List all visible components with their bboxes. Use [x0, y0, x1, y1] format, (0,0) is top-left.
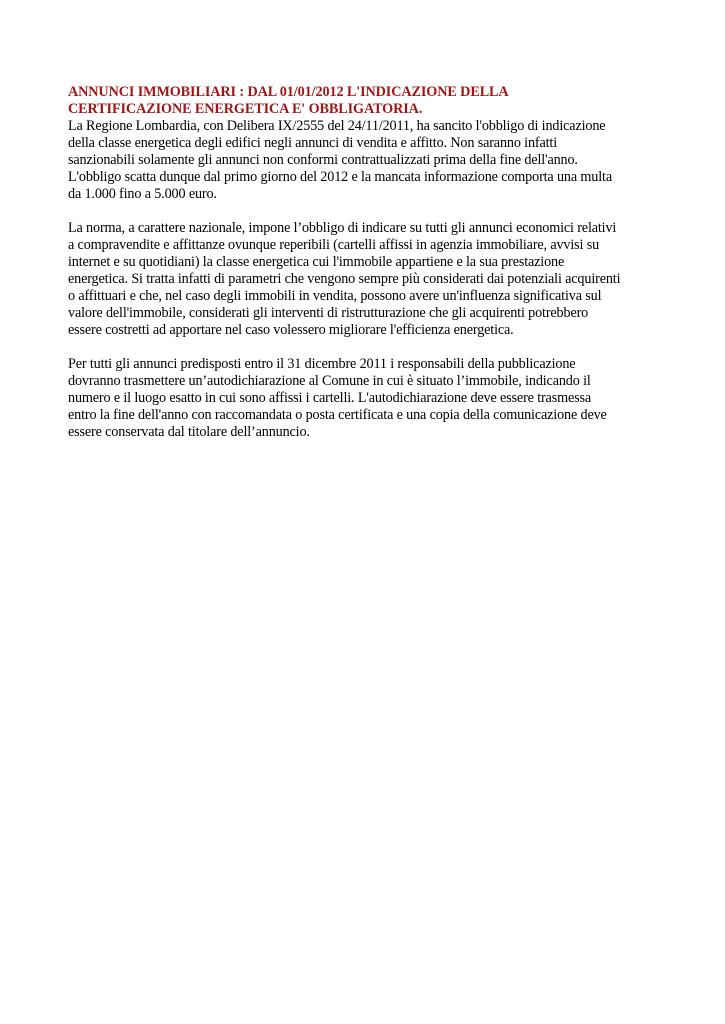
paragraph-norma-nazionale — [68, 220, 668, 339]
paragraph-regione-lombardia — [68, 118, 668, 203]
text-line: essere conservata dal titolare dell’annuncio. — [68, 424, 310, 440]
text-line: entro la fine dell'anno con raccomandata o posta certificata e una copia della comunicazione deve — [68, 407, 607, 423]
title-line: CERTIFICAZIONE ENERGETICA E' OBBLIGATORIA. — [68, 101, 423, 117]
text-line: numero e il luogo esatto in cui sono affissi i cartelli. L'autodichiarazione deve essere trasmessa — [68, 390, 591, 406]
text-line: sanzionabili solamente gli annunci non conformi contrattualizzati prima della fine dell'anno. — [68, 152, 578, 168]
text-line: a compravendite e affittanze ovunque reperibili (cartelli affissi in agenzia immobiliare, avvisi su — [68, 237, 600, 253]
text-line: La norma, a carattere nazionale, impone l’obbligo di indicare su tutti gli annunci economici relativi — [68, 220, 617, 236]
title-line: ANNUNCI IMMOBILIARI : DAL 01/01/2012 L'INDICAZIONE DELLA — [68, 84, 509, 100]
text-line: internet e su quotidiani) la classe energetica cui l'immobile appartiene e la sua prestazione — [68, 254, 565, 270]
text-line: energetica. Si tratta infatti di parametri che vengono sempre più considerati dai potenziali acquirenti — [68, 271, 621, 287]
paragraph-autodichiarazione — [68, 356, 668, 441]
document-title — [68, 84, 668, 118]
text-line: L'obbligo scatta dunque dal primo giorno del 2012 e la mancata informazione comporta una multa — [68, 169, 612, 185]
text-line: della classe energetica degli edifici negli annunci di vendita e affitto. Non saranno infatti — [68, 135, 557, 151]
text-line: essere costretti ad apportare nel caso volessero migliorare l'efficienza energetica. — [68, 322, 514, 338]
text-line: La Regione Lombardia, con Delibera IX/2555 del 24/11/2011, ha sancito l'obbligo di indicazione — [68, 118, 606, 134]
text-line: da 1.000 fino a 5.000 euro. — [68, 186, 217, 202]
text-line: o affittuari e che, nel caso degli immobili in vendita, possono avere un'influenza significativa sul — [68, 288, 602, 304]
document-body — [68, 84, 668, 441]
text-line: dovranno trasmettere un’autodichiarazione al Comune in cui è situato l’immobile, indicando il — [68, 373, 591, 389]
text-line: valore dell'immobile, considerati gli interventi di ristrutturazione che gli acquirenti potrebbero — [68, 305, 589, 321]
text-line: Per tutti gli annunci predisposti entro il 31 dicembre 2011 i responsabili della pubblicazione — [68, 356, 576, 372]
